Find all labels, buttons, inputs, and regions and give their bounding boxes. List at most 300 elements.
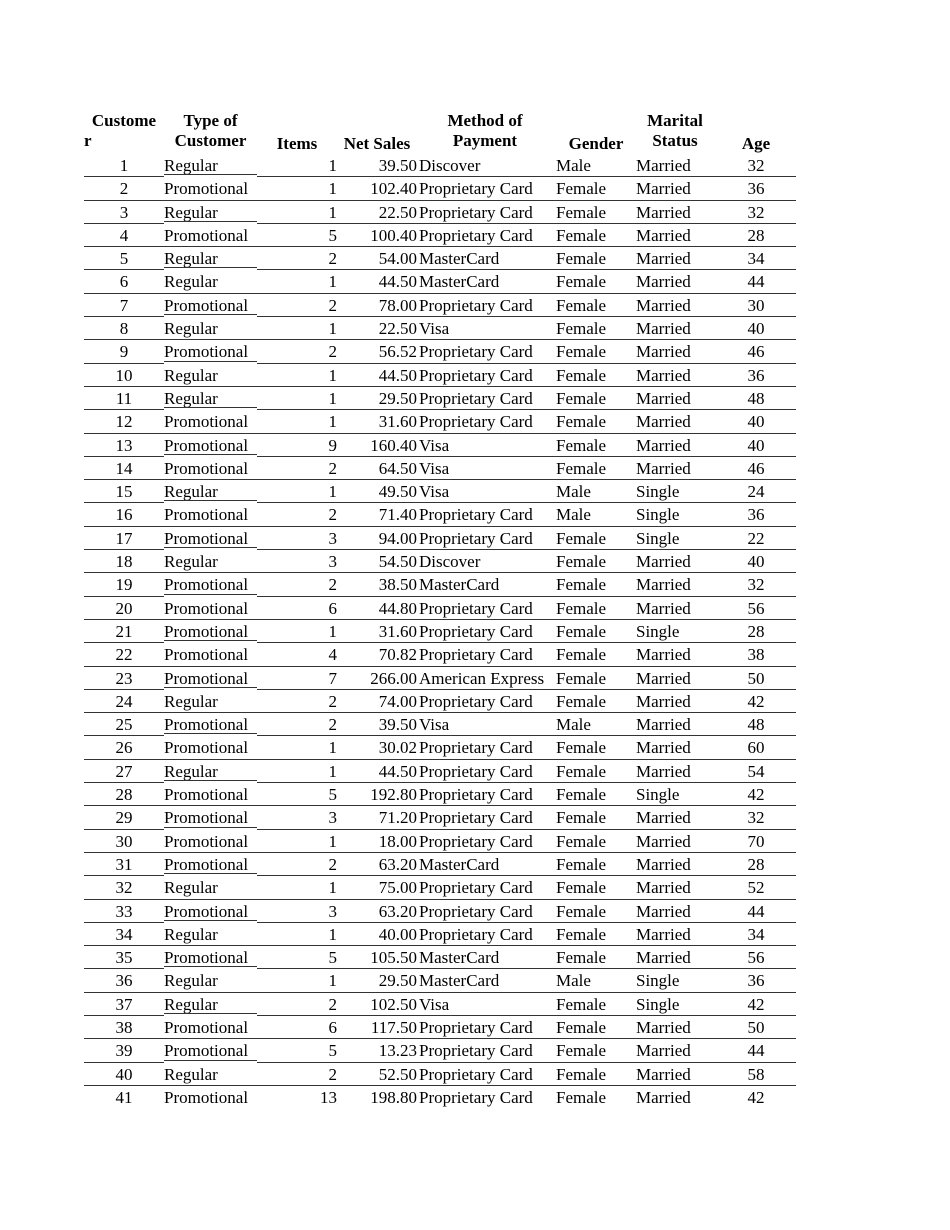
cell-customer: 32 [115,878,133,898]
cell-customer: 14 [115,458,133,478]
table-row [84,1086,796,1109]
table-row [84,853,796,876]
table-row [84,1016,796,1039]
cell-method-of-payment: MasterCard [419,948,500,968]
cell-marital-status: Married [636,1064,691,1084]
cell-gender: Female [556,575,607,595]
row-divider [164,361,257,362]
cell-customer: 41 [115,1087,133,1107]
cell-type-of-customer: Regular [164,761,218,781]
cell-method-of-payment: Proprietary Card [419,691,533,711]
cell-type-of-customer: Promotional [164,225,249,245]
cell-method-of-payment: Proprietary Card [419,1087,533,1107]
cell-net-sales: 198.80 [370,1087,417,1107]
row-divider [164,454,257,455]
cell-type-of-customer: Promotional [164,1087,249,1107]
cell-type-of-customer: Promotional [164,668,249,688]
cell-method-of-payment: MasterCard [419,971,500,991]
header-type-line2: Customer [174,131,247,150]
cell-items: 1 [328,482,337,502]
cell-gender: Female [556,528,607,548]
cell-method-of-payment: Proprietary Card [419,1017,533,1037]
cell-marital-status: Married [636,831,691,851]
cell-items: 5 [328,785,337,805]
table-row [84,247,796,270]
header-age [716,111,796,154]
cell-customer: 12 [115,412,133,432]
cell-age: 28 [747,621,765,641]
cell-marital-status: Married [636,319,691,339]
cell-age: 44 [747,901,765,921]
cell-marital-status: Single [636,621,680,641]
cell-type-of-customer: Promotional [164,412,249,432]
cell-age: 42 [747,691,765,711]
cell-items: 2 [328,994,337,1014]
cell-customer: 18 [115,552,133,572]
cell-age: 32 [747,575,765,595]
cell-method-of-payment: Visa [419,715,450,735]
cell-gender: Female [556,878,607,898]
cell-net-sales: 22.50 [378,319,417,339]
cell-method-of-payment: Proprietary Card [419,831,533,851]
cell-type-of-customer: Regular [164,319,218,339]
cell-gender: Female [556,342,607,362]
table-row [84,340,796,363]
cell-gender: Female [556,365,607,385]
cell-method-of-payment: Discover [419,156,481,175]
cell-customer: 20 [115,598,133,618]
cell-items: 2 [328,342,337,362]
cell-age: 30 [747,295,765,315]
cell-marital-status: Married [636,878,691,898]
row-divider [164,174,257,175]
data-table [84,111,796,1109]
header-age-label: Age [741,134,771,153]
cell-method-of-payment: Visa [419,458,450,478]
cell-customer: 38 [115,1017,133,1037]
row-divider [164,267,257,268]
cell-net-sales: 29.50 [378,388,417,408]
row-divider [164,221,257,222]
cell-type-of-customer: Promotional [164,575,249,595]
cell-net-sales: 74.00 [378,691,417,711]
table-row [84,387,796,410]
cell-gender: Male [556,971,591,991]
cell-net-sales: 71.40 [378,505,417,525]
cell-gender: Female [556,1017,607,1037]
cell-gender: Female [556,295,607,315]
cell-customer: 31 [115,854,133,874]
row-divider [164,687,257,688]
header-type-line1: Type of [183,111,238,130]
row-divider [164,827,257,828]
cell-items: 2 [328,691,337,711]
cell-net-sales: 102.40 [370,179,417,199]
cell-marital-status: Married [636,691,691,711]
cell-net-sales: 31.60 [378,621,417,641]
cell-net-sales: 160.40 [370,435,417,455]
cell-age: 28 [747,225,765,245]
cell-marital-status: Married [636,249,691,269]
cell-age: 36 [747,365,765,385]
cell-net-sales: 266.00 [370,668,417,688]
cell-gender: Female [556,994,607,1014]
cell-gender: Female [556,598,607,618]
cell-marital-status: Single [636,505,680,525]
header-type-of-customer [164,111,257,154]
table-row [84,224,796,247]
cell-gender: Female [556,1087,607,1107]
cell-type-of-customer: Regular [164,691,218,711]
cell-customer: 40 [115,1064,133,1084]
cell-net-sales: 105.50 [370,948,417,968]
cell-items: 1 [328,202,337,222]
cell-gender: Female [556,552,607,572]
cell-marital-status: Married [636,272,691,292]
row-divider [164,1060,257,1061]
cell-net-sales: 38.50 [378,575,417,595]
header-gender-label: Gender [568,134,624,153]
cell-items: 3 [328,901,337,921]
cell-net-sales: 54.00 [378,249,417,269]
cell-age: 40 [747,319,765,339]
cell-age: 50 [747,668,765,688]
table-row [84,969,796,992]
row-divider [164,966,257,967]
cell-items: 2 [328,295,337,315]
cell-method-of-payment: MasterCard [419,272,500,292]
table-body [84,154,796,1109]
cell-marital-status: Married [636,598,691,618]
cell-gender: Female [556,645,607,665]
cell-marital-status: Single [636,528,680,548]
cell-customer: 36 [115,971,133,991]
cell-marital-status: Married [636,668,691,688]
cell-items: 2 [328,854,337,874]
cell-customer: 11 [115,388,133,408]
header-customer [84,111,164,154]
cell-customer: 2 [119,179,129,199]
table-row [84,946,796,969]
cell-type-of-customer: Promotional [164,435,249,455]
cell-marital-status: Married [636,365,691,385]
cell-age: 44 [747,272,765,292]
header-payment-line1: Method of [447,111,523,130]
header-items [257,111,337,154]
cell-customer: 10 [115,365,133,385]
cell-method-of-payment: Proprietary Card [419,878,533,898]
cell-items: 5 [328,1041,337,1061]
table-row [84,993,796,1016]
cell-age: 40 [747,412,765,432]
cell-customer: 33 [115,901,133,921]
table-row [84,597,796,620]
cell-type-of-customer: Promotional [164,179,249,199]
table-row [84,1063,796,1086]
cell-customer: 16 [115,505,133,525]
cell-net-sales: 44.50 [378,761,417,781]
cell-marital-status: Married [636,1087,691,1107]
cell-items: 7 [328,668,337,688]
cell-customer: 24 [115,691,133,711]
row-divider [164,640,257,641]
cell-items: 1 [328,156,337,175]
cell-marital-status: Married [636,412,691,432]
cell-age: 34 [747,249,765,269]
cell-gender: Female [556,388,607,408]
row-divider [164,1013,257,1014]
cell-method-of-payment: Discover [419,552,481,572]
table-row [84,527,796,550]
table-header [84,111,796,154]
cell-items: 1 [328,272,337,292]
cell-net-sales: 44.80 [378,598,417,618]
cell-marital-status: Married [636,808,691,828]
cell-marital-status: Married [636,435,691,455]
cell-net-sales: 54.50 [378,552,417,572]
cell-marital-status: Married [636,552,691,572]
header-marital-line1: Marital [647,111,703,130]
cell-net-sales: 30.02 [378,738,417,758]
cell-gender: Female [556,668,607,688]
cell-customer: 6 [119,272,129,292]
cell-marital-status: Married [636,738,691,758]
cell-type-of-customer: Promotional [164,1041,249,1061]
cell-marital-status: Married [636,342,691,362]
cell-gender: Female [556,924,607,944]
table-row [84,713,796,736]
cell-method-of-payment: MasterCard [419,854,500,874]
cell-type-of-customer: Regular [164,482,218,502]
cell-gender: Male [556,482,591,502]
cell-age: 48 [747,388,765,408]
cell-customer: 15 [115,482,133,502]
cell-items: 9 [328,435,337,455]
cell-net-sales: 39.50 [378,715,417,735]
cell-items: 2 [328,715,337,735]
cell-age: 32 [747,202,765,222]
cell-marital-status: Married [636,202,691,222]
header-marital-status [635,111,715,154]
cell-customer: 22 [115,645,133,665]
header-method-of-payment [419,111,551,154]
cell-type-of-customer: Promotional [164,901,249,921]
cell-method-of-payment: Proprietary Card [419,808,533,828]
cell-net-sales: 40.00 [378,924,417,944]
row-divider [164,780,257,781]
cell-items: 1 [328,878,337,898]
cell-method-of-payment: Proprietary Card [419,179,533,199]
cell-type-of-customer: Promotional [164,295,249,315]
cell-type-of-customer: Promotional [164,808,249,828]
cell-gender: Female [556,691,607,711]
cell-method-of-payment: Visa [419,319,450,339]
cell-type-of-customer: Promotional [164,458,249,478]
cell-method-of-payment: Proprietary Card [419,924,533,944]
cell-gender: Female [556,458,607,478]
cell-age: 36 [747,505,765,525]
cell-marital-status: Married [636,575,691,595]
cell-items: 1 [328,365,337,385]
cell-gender: Female [556,319,607,339]
cell-marital-status: Single [636,971,680,991]
cell-age: 40 [747,552,765,572]
cell-type-of-customer: Promotional [164,528,249,548]
cell-method-of-payment: Visa [419,994,450,1014]
cell-items: 1 [328,761,337,781]
cell-customer: 1 [119,156,129,175]
table-row [84,620,796,643]
cell-customer: 35 [115,948,133,968]
header-customer-line2: r [84,131,92,150]
cell-customer: 5 [119,249,129,269]
cell-age: 32 [747,808,765,828]
cell-marital-status: Married [636,761,691,781]
cell-items: 4 [328,645,337,665]
cell-net-sales: 39.50 [378,156,417,175]
cell-customer: 27 [115,761,133,781]
cell-items: 2 [328,505,337,525]
cell-items: 5 [328,948,337,968]
cell-marital-status: Married [636,295,691,315]
cell-type-of-customer: Promotional [164,854,249,874]
cell-customer: 19 [115,575,133,595]
cell-net-sales: 70.82 [378,645,417,665]
cell-items: 1 [328,738,337,758]
cell-marital-status: Married [636,458,691,478]
cell-age: 22 [747,528,765,548]
cell-net-sales: 44.50 [378,365,417,385]
cell-marital-status: Married [636,948,691,968]
cell-gender: Female [556,225,607,245]
table-row [84,364,796,387]
table-row [84,1039,796,1062]
cell-age: 56 [747,598,765,618]
cell-gender: Female [556,249,607,269]
cell-customer: 34 [115,924,133,944]
row-divider [164,594,257,595]
cell-gender: Female [556,761,607,781]
cell-customer: 37 [115,994,133,1014]
table-row [84,294,796,317]
cell-marital-status: Married [636,225,691,245]
cell-customer: 17 [115,528,133,548]
cell-age: 60 [747,738,765,758]
cell-age: 38 [747,645,765,665]
cell-method-of-payment: Proprietary Card [419,738,533,758]
header-net-sales-label: Net Sales [343,134,411,153]
cell-age: 36 [747,971,765,991]
cell-items: 2 [328,1064,337,1084]
cell-net-sales: 63.20 [378,854,417,874]
cell-net-sales: 52.50 [378,1064,417,1084]
cell-age: 56 [747,948,765,968]
cell-gender: Female [556,738,607,758]
header-marital-line2: Status [652,131,698,150]
cell-method-of-payment: Proprietary Card [419,761,533,781]
cell-marital-status: Married [636,1017,691,1037]
cell-marital-status: Married [636,179,691,199]
cell-method-of-payment: Proprietary Card [419,1064,533,1084]
cell-age: 48 [747,715,765,735]
cell-method-of-payment: MasterCard [419,575,500,595]
table-row [84,667,796,690]
cell-items: 2 [328,575,337,595]
cell-net-sales: 102.50 [370,994,417,1014]
cell-type-of-customer: Regular [164,388,218,408]
cell-age: 40 [747,435,765,455]
cell-net-sales: 100.40 [370,225,417,245]
table-row [84,830,796,853]
cell-net-sales: 22.50 [378,202,417,222]
cell-customer: 9 [119,342,129,362]
cell-type-of-customer: Regular [164,971,218,991]
cell-type-of-customer: Promotional [164,948,249,968]
cell-net-sales: 56.52 [378,342,417,362]
cell-gender: Female [556,435,607,455]
cell-items: 1 [328,621,337,641]
cell-net-sales: 94.00 [378,528,417,548]
cell-type-of-customer: Promotional [164,1017,249,1037]
cell-gender: Male [556,715,591,735]
cell-items: 1 [328,971,337,991]
cell-age: 58 [747,1064,765,1084]
header-payment-line2: Payment [452,131,518,150]
cell-customer: 30 [115,831,133,851]
cell-type-of-customer: Promotional [164,598,249,618]
cell-net-sales: 18.00 [378,831,417,851]
cell-net-sales: 31.60 [378,412,417,432]
cell-gender: Female [556,202,607,222]
cell-type-of-customer: Regular [164,365,218,385]
cell-type-of-customer: Regular [164,994,218,1014]
row-divider [164,733,257,734]
cell-gender: Female [556,901,607,921]
table-row [84,690,796,713]
cell-type-of-customer: Promotional [164,831,249,851]
table-row [84,900,796,923]
cell-gender: Female [556,785,607,805]
table-row [84,457,796,480]
cell-net-sales: 192.80 [370,785,417,805]
cell-gender: Female [556,808,607,828]
cell-items: 6 [328,598,337,618]
header-gender [556,111,636,154]
table-row [84,434,796,457]
cell-marital-status: Married [636,1041,691,1061]
cell-net-sales: 13.23 [378,1041,417,1061]
cell-net-sales: 75.00 [378,878,417,898]
table-row [84,154,796,177]
cell-net-sales: 49.50 [378,482,417,502]
cell-method-of-payment: Proprietary Card [419,388,533,408]
table-row [84,760,796,783]
cell-method-of-payment: MasterCard [419,249,500,269]
cell-age: 36 [747,179,765,199]
cell-type-of-customer: Regular [164,878,218,898]
cell-method-of-payment: Proprietary Card [419,295,533,315]
cell-customer: 3 [119,202,129,222]
cell-gender: Female [556,854,607,874]
cell-method-of-payment: Proprietary Card [419,528,533,548]
cell-items: 3 [328,528,337,548]
cell-items: 5 [328,225,337,245]
cell-gender: Female [556,179,607,199]
cell-type-of-customer: Promotional [164,715,249,735]
cell-gender: Male [556,156,591,175]
cell-type-of-customer: Regular [164,272,218,292]
cell-customer: 13 [115,435,133,455]
